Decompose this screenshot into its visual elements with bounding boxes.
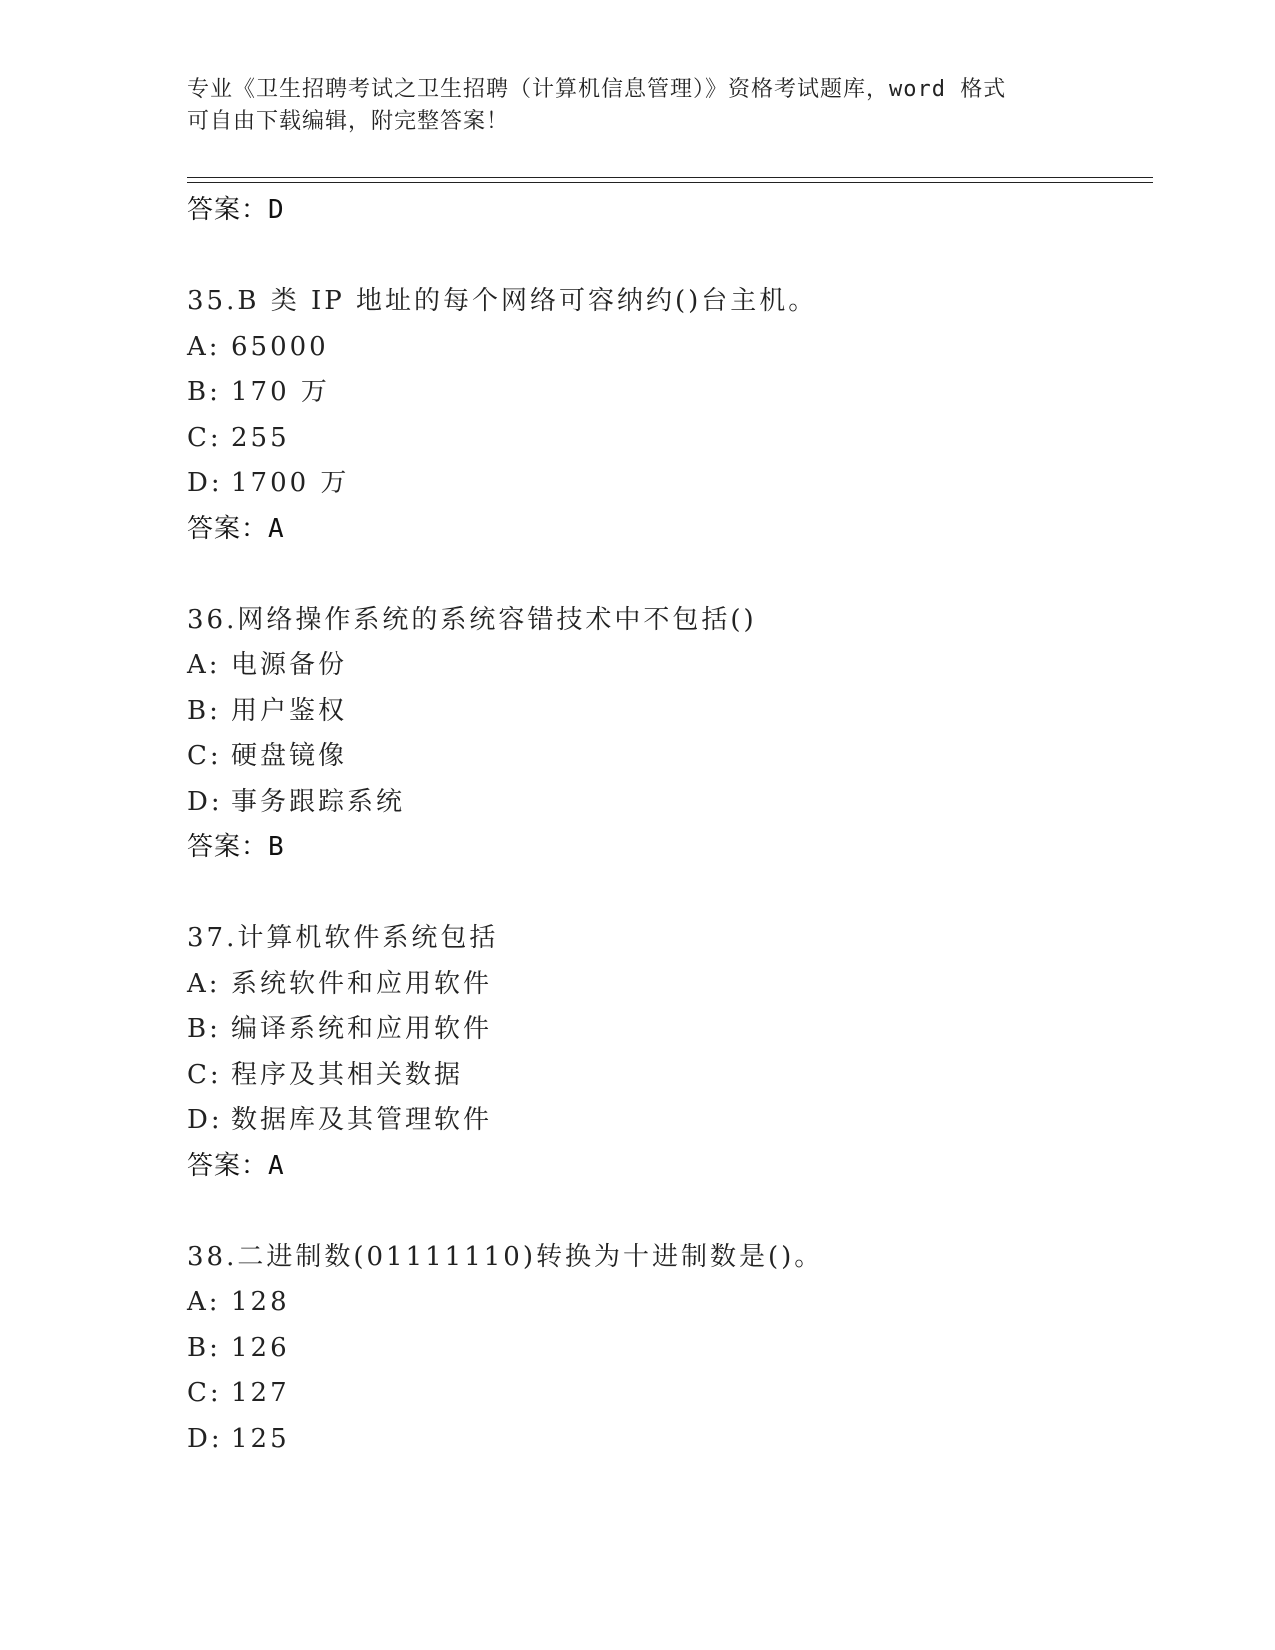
document-header bbox=[187, 74, 1087, 138]
option-label: B: bbox=[187, 1014, 221, 1044]
option-label: C: bbox=[187, 422, 222, 453]
option-line bbox=[187, 962, 1147, 1008]
option-line bbox=[187, 734, 1147, 780]
question-block bbox=[187, 1235, 1147, 1463]
option-label: C: bbox=[187, 1378, 222, 1408]
question-stem: 36.网络操作系统的系统容错技术中不包括() bbox=[187, 604, 757, 635]
question-list bbox=[187, 279, 1147, 1462]
option-label: D: bbox=[187, 468, 223, 498]
option-line bbox=[187, 461, 1147, 507]
question-block bbox=[187, 916, 1147, 1188]
document-body bbox=[187, 188, 1147, 1462]
option-line bbox=[187, 1371, 1147, 1417]
option-line bbox=[187, 1098, 1147, 1144]
option-text: 程序及其相关数据 bbox=[231, 1059, 464, 1090]
option-line bbox=[187, 780, 1147, 826]
question-stem: 38.二进制数(01111110)转换为十进制数是()。 bbox=[187, 1241, 824, 1272]
option-text: 编译系统和应用软件 bbox=[231, 1014, 493, 1044]
option-text: 128 bbox=[231, 1287, 290, 1317]
option-line bbox=[187, 370, 1147, 416]
option-line bbox=[187, 1053, 1147, 1099]
answer-line: 答案：A bbox=[187, 1150, 285, 1181]
question-stem: 35.B 类 IP 地址的每个网络可容纳约()台主机。 bbox=[187, 286, 818, 316]
header-line-1: 专业《卫生招聘考试之卫生招聘（计算机信息管理）》资格考试题库，word 格式 bbox=[187, 77, 1007, 102]
option-label: A: bbox=[187, 650, 221, 680]
option-text: 255 bbox=[231, 422, 290, 453]
option-line bbox=[187, 1007, 1147, 1053]
option-text: 事务跟踪系统 bbox=[231, 786, 406, 817]
option-text: 125 bbox=[231, 1423, 290, 1454]
option-label: A: bbox=[187, 331, 221, 362]
option-text: 126 bbox=[231, 1332, 290, 1363]
option-text: 电源备份 bbox=[231, 650, 348, 680]
option-line bbox=[187, 643, 1147, 689]
option-label: C: bbox=[187, 741, 222, 771]
option-line bbox=[187, 416, 1147, 462]
option-text: 1700 万 bbox=[231, 468, 350, 498]
option-label: B: bbox=[187, 1332, 221, 1363]
option-text: 用户鉴权 bbox=[231, 695, 348, 726]
option-label: B: bbox=[187, 377, 221, 407]
option-label: A: bbox=[187, 1287, 221, 1317]
header-line-2: 可自由下载编辑，附完整答案！ bbox=[187, 109, 510, 134]
question-block bbox=[187, 279, 1147, 551]
option-text: 170 万 bbox=[231, 377, 330, 407]
option-text: 数据库及其管理软件 bbox=[231, 1105, 493, 1135]
answer-line: 答案：D bbox=[187, 195, 285, 225]
option-text: 65000 bbox=[231, 331, 329, 362]
question-stem: 37.计算机软件系统包括 bbox=[187, 923, 499, 953]
option-label: D: bbox=[187, 1423, 223, 1454]
option-label: D: bbox=[187, 786, 223, 817]
option-line bbox=[187, 689, 1147, 735]
option-label: D: bbox=[187, 1105, 223, 1135]
answer-line: 答案：A bbox=[187, 513, 285, 544]
option-text: 系统软件和应用软件 bbox=[231, 968, 493, 999]
answer-line: 答案：B bbox=[187, 832, 285, 862]
option-text: 127 bbox=[231, 1378, 290, 1408]
option-text: 硬盘镜像 bbox=[231, 741, 348, 771]
header-divider bbox=[187, 177, 1153, 183]
option-label: C: bbox=[187, 1059, 222, 1090]
option-line bbox=[187, 1280, 1147, 1326]
question-block bbox=[187, 598, 1147, 870]
option-label: A: bbox=[187, 968, 221, 999]
option-line bbox=[187, 1326, 1147, 1372]
option-line bbox=[187, 1417, 1147, 1463]
option-line bbox=[187, 325, 1147, 371]
option-label: B: bbox=[187, 695, 221, 726]
